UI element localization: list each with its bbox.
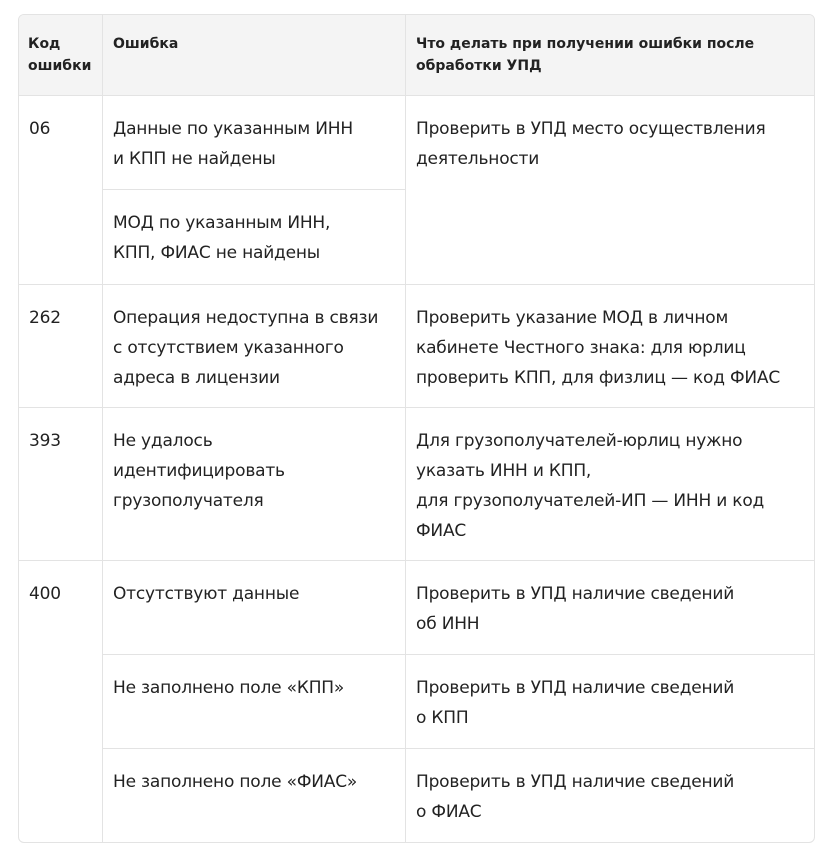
code-cell-262 xyxy=(19,285,103,408)
error-cell xyxy=(103,96,406,190)
code-cell-393 xyxy=(19,408,103,561)
action-cell xyxy=(406,561,814,655)
error-cell xyxy=(103,285,406,408)
action-cell xyxy=(406,408,814,561)
error-text: Не заполнено поле «ФИАС» xyxy=(113,772,358,792)
error-code: 393 xyxy=(29,431,61,451)
error-text: Не удалось идентифицировать грузополучателя xyxy=(113,431,285,511)
error-cell xyxy=(103,749,406,843)
header-code xyxy=(19,15,103,96)
error-cell xyxy=(103,655,406,749)
action-text: Проверить в УПД наличие сведений о КПП xyxy=(416,678,735,728)
action-text: Проверить в УПД место осуществления деятельности xyxy=(416,119,766,169)
error-text: Отсутствуют данные xyxy=(113,584,300,604)
error-cell xyxy=(103,190,406,285)
action-text: Для грузополучателей-юрлиц нужно указать ИНН и КПП, для грузополучателей-ИП — ИНН и код ФИАС xyxy=(416,431,765,541)
error-text: Операция недоступна в связи с отсутствием указанного адреса в лицензии xyxy=(113,308,379,388)
header-action-label: Что делать при получении ошибки после обработки УПД xyxy=(416,36,755,74)
code-cell-400 xyxy=(19,561,103,843)
error-cell xyxy=(103,408,406,561)
error-cell xyxy=(103,561,406,655)
action-cell xyxy=(406,749,814,843)
header-code-label: Код ошибки xyxy=(28,36,92,74)
header-error xyxy=(103,15,406,96)
header-error-label: Ошибка xyxy=(113,36,179,52)
error-text: Данные по указанным ИНН и КПП не найдены xyxy=(113,119,353,169)
action-text: Проверить в УПД наличие сведений об ИНН xyxy=(416,584,735,634)
error-text: Не заполнено поле «КПП» xyxy=(113,678,345,698)
error-text: МОД по указанным ИНН, КПП, ФИАС не найдены xyxy=(113,213,331,263)
error-code: 06 xyxy=(29,119,51,139)
header-action xyxy=(406,15,814,96)
error-code: 400 xyxy=(29,584,61,604)
action-cell xyxy=(406,655,814,749)
action-text: Проверить указание МОД в личном кабинете Честного знака: для юрлиц проверить КПП, для физлиц — код ФИАС xyxy=(416,308,781,388)
action-cell xyxy=(406,96,814,285)
code-cell-06 xyxy=(19,96,103,285)
error-codes-table xyxy=(18,14,815,843)
error-code: 262 xyxy=(29,308,61,328)
action-text: Проверить в УПД наличие сведений о ФИАС xyxy=(416,772,735,822)
action-cell xyxy=(406,285,814,408)
